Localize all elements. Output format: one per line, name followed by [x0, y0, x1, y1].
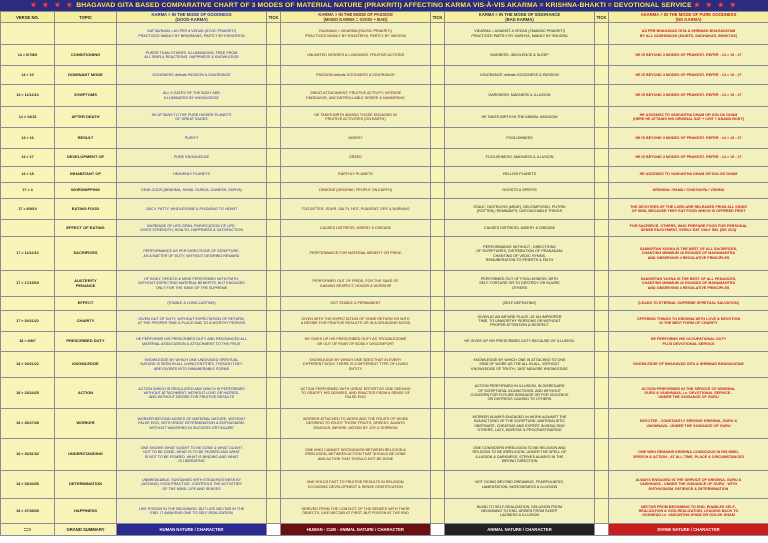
- tick-cell[interactable]: [431, 311, 445, 332]
- passion-cell: EARTHLY PLANETS: [281, 167, 431, 183]
- summary-passion: HUMAN - CUM - ANIMAL NATURE / CHARACTER: [281, 524, 431, 536]
- goodness-cell: HE PERFORMS HIS PRESCRIBED DUTY AND RENOUNCES ALL MATERIAL ASSOCIATION & ATTACHMENT TO THE FRUIT: [117, 332, 267, 352]
- passion-cell: MISERY: [281, 128, 431, 149]
- topic-cell: EFFECT OF EATING: [55, 220, 117, 237]
- topic-cell: HAPPINESS: [55, 499, 117, 524]
- tick-cell[interactable]: [431, 128, 445, 149]
- goodness-cell: GOODNESS defeats PASSION & IGNORANCE: [117, 66, 267, 85]
- tick-cell[interactable]: [431, 271, 445, 297]
- tick-cell[interactable]: [595, 378, 609, 409]
- goodness-cell: PERFORMANCE AS PER DIRECTIONS OF SCRIPTURE, AS A MATTER OF DUTY, WITHOUT DESIRING REWARD: [117, 237, 267, 271]
- verse-cell: 17 > 8/9/10: [1, 199, 55, 220]
- akarma-cell: FOR SACRIFICE. OTHERS, WHO PREPARE FOOD FOR PERSONAL SENSE ENJOYMENT, VERILY EAT ONLY SIN. (BG 3/13): [609, 220, 768, 237]
- verse-cell: 18 > 33/34/35: [1, 471, 55, 499]
- tick-cell[interactable]: [267, 297, 281, 311]
- akarma-cell: HE IS BEYOND 3 MODES OF PRAKRITI. REFER : 14 > 19 - 27: [609, 66, 768, 85]
- tick-cell[interactable]: [431, 45, 445, 66]
- tick-cell[interactable]: [267, 45, 281, 66]
- topic-cell: SACRIFICES: [55, 237, 117, 271]
- ignorance-cell: ONE CONSIDERS IRRELIGION TO BE RELIGION AND RELIGION TO BE IRRELIGION, UNDER THE SPELL OF ILLUSION & DARKNESS, STRIVES ALWAYS IN THE WRONG DIRECTION: [445, 439, 595, 471]
- ignorance-cell: DARKNESS, MADNESS & ILLUSION: [445, 85, 595, 107]
- akarma-cell: HE ASCENDS TO VAIKUNTHA DHAM OR GOLOK DHAM (HERE HE ATTAINS HIS ORIGINAL SAT + CHIT + ANAND BODY): [609, 107, 768, 128]
- goodness-cell: (STABLE & LONG-LASTING): [117, 297, 267, 311]
- verse-cell: 14 > 17: [1, 149, 55, 167]
- tick-cell[interactable]: [595, 499, 609, 524]
- topic-cell: CONDITIONING: [55, 45, 117, 66]
- goodness-cell: HEAVENLY PLANETS: [117, 167, 267, 183]
- tick-cell[interactable]: [267, 149, 281, 167]
- tick-cell[interactable]: [595, 352, 609, 378]
- table-row: [1, 352, 768, 378]
- goodness-cell: PURE KNOWLEDGE: [117, 149, 267, 167]
- akarma-cell: HE IS BEYOND 3 MODES OF PRAKRITI. REFER : 14 > 19 - 27: [609, 149, 768, 167]
- ignorance-cell: FOOLISHNESS, MADNESS & ILLUSION: [445, 149, 595, 167]
- tick-cell[interactable]: [595, 471, 609, 499]
- tick-cell[interactable]: [431, 107, 445, 128]
- passion-cell: PERFORMANCE FOR MATERIAL BENEFIT OR PRIDE: [281, 237, 431, 271]
- topic-cell: DEVELOPMENT OF: [55, 149, 117, 167]
- passion-cell: WORKER ATTACHED TO WORK AND THE FRUITS OF WORK DESIRING TO ENJOY THOSE FRUITS, GREEDY, ALWAYS ENVIOUS, IMPURE, MOVED BY JOY & SORROW: [281, 409, 431, 439]
- header-verse: VERSE NO.: [1, 12, 55, 23]
- ignorance-cell: GHOSTS & SPIRITS: [445, 183, 595, 199]
- verse-cell: 14 > 18: [1, 167, 55, 183]
- ignorance-cell: PERFORMANCE WITHOUT : DIRECTIONS OF SCRIPTURES, DISTRIBUTION OF PRASADAM, CHANTING OF VEDIC HYMNS, REMUNERATION TO PRIESTS & FAITH: [445, 237, 595, 271]
- tick-cell[interactable]: [595, 297, 609, 311]
- topic-cell: CHARITY: [55, 311, 117, 332]
- tick-cell[interactable]: [267, 311, 281, 332]
- table-row: [1, 167, 768, 183]
- topic-cell: UNDERSTANDING: [55, 439, 117, 471]
- stars-left: ★ ★ ★ ★: [30, 2, 75, 9]
- passion-cell: DERIVED FROM THE CONTACT OF THE SENSES WITH THEIR OBJECTS. LIKE NECTAR AT FIRST, BUT POISON AT THE END: [281, 499, 431, 524]
- topic-cell: AUSTERITY PENANCE: [55, 271, 117, 297]
- header-passion: KARMA > IN THE MODE OF PASSION (MIXED KARMA = GOOD + BAD): [281, 12, 431, 23]
- goodness-cell: WORKER BEYOND MODES OF MATERIAL NATURE, WITHOUT FALSE EGO, WITH GREAT DETERMINATION & ENTHUSIASM, WITHOUT WAVERING IN SUCCESS OR FAILURE: [117, 409, 267, 439]
- akarma-cell: ACTION PERFORMED IN THE SERVICE OF KRISHNA, GURU & VAISHNAVA, i.e. DEVOTIONAL SERVICE - UNDER THE GUIDANCE OF GURU: [609, 378, 768, 409]
- tick-cell[interactable]: [267, 378, 281, 409]
- topic-cell: DOMINANT MODE: [55, 66, 117, 85]
- header-topic: TOPIC: [55, 12, 117, 23]
- tick-cell[interactable]: [595, 23, 609, 45]
- tick-cell[interactable]: [595, 183, 609, 199]
- table-row: [1, 332, 768, 352]
- tick-cell[interactable]: [595, 85, 609, 107]
- topic-cell: SYMPTOMS: [55, 85, 117, 107]
- summary-akarma: DIVINE NATURE / CHARACTER: [609, 524, 768, 536]
- table-row: [1, 66, 768, 85]
- tick-cell[interactable]: [595, 45, 609, 66]
- tick-cell[interactable]: [267, 409, 281, 439]
- tick-cell[interactable]: [267, 66, 281, 85]
- tick-cell[interactable]: [267, 128, 281, 149]
- ignorance-cell: IGNORANCE defeats GOODNESS & PASSION: [445, 66, 595, 85]
- header-tick: TICK: [595, 12, 609, 23]
- goodness-cell: HE ATTAINS TO THE PURE HIGHER PLANETS OF GREAT SAGES: [117, 107, 267, 128]
- tick-cell[interactable]: [431, 297, 445, 311]
- passion-cell: ACTION PERFORMED WITH GREAT EFFORT BY ONE SEEKING TO GRATIFY HIS DESIRES, AND ENACTED FROM A SENSE OF FALSE EGO: [281, 378, 431, 409]
- verse-cell: 18 > 9/8/7: [1, 332, 55, 352]
- table-row: [1, 45, 768, 66]
- passion-cell: CAUSES DISTRESS, MISERY & DISEASE: [281, 220, 431, 237]
- passion-cell: RAJASAM = VIKARMA (RAJSIC PRAKRITI) PRACTICED MAINLY BY KSHATRIYA, PARTLY BY VAISHYA: [281, 23, 431, 45]
- verse-cell: 17 > 4: [1, 183, 55, 199]
- goodness-cell: GIVEN OUT OF DUTY, WITHOUT EXPECTATION OF RETURN, AT THE PROPER TIME & PLACE AND TO A WORTHY PERSON: [117, 311, 267, 332]
- tick-cell[interactable]: [431, 471, 445, 499]
- tick-cell[interactable]: [595, 439, 609, 471]
- table-row: [1, 237, 768, 271]
- ignorance-cell: ACTION PERFORMED IN ILLUSION, IN DISREGARD OF SCRIPTURAL INJUNCTIONS, AND WITHOUT CONCERN FOR FUTURE BONDAGE OR FOR VIOLENCE OR DISTRESS CAUSED TO OTHERS: [445, 378, 595, 409]
- summary-row: [1, 524, 768, 536]
- tick-cell[interactable]: [595, 311, 609, 332]
- table-row: [1, 271, 768, 297]
- akarma-cell: KRISHNA / RAMA / CHAITANYA / VISHNU: [609, 183, 768, 199]
- header-row: [1, 12, 768, 23]
- passion-cell: UNLIMITED DESIRES & LONGINGS, FRUITIVE ACTIONS: [281, 45, 431, 66]
- table-row: [1, 378, 768, 409]
- tick-cell[interactable]: [595, 167, 609, 183]
- tick-cell[interactable]: [431, 352, 445, 378]
- goodness-cell: DEMI-GODS (BRAHMA, SHIVA, DURGA, GANESH, SURYA): [117, 183, 267, 199]
- tick-cell[interactable]: [267, 85, 281, 107]
- ignorance-cell: BLIND TO SELF-REALIZATION. DELUSION FROM BEGINNING TO END. ARISES FROM SLEEP, LAZINESS & ILLUSION: [445, 499, 595, 524]
- passion-cell: PERFORMED OUT OF PRIDE, FOR THE SAKE OF GAINING RESPECT, HONOR & WORSHIP: [281, 271, 431, 297]
- goodness-cell: INCREASE OF LIFE-SPAN, PURIFICATION OF LIFE, GIVES STRENGTH, HEALTH, HAPPINESS & SATISFACTION: [117, 220, 267, 237]
- summary-arrow: ==>: [1, 524, 55, 536]
- akarma-cell: (LEADS TO ETERNAL SUPREME SPIRITUAL SALVATION): [609, 297, 768, 311]
- table-row: [1, 149, 768, 167]
- goodness-cell: OF BODY, SPEECH & MIND PERFORMED WITH FAITH, WITHOUT EXPECTING MATERIAL BENEFITS, BUT ENGAGED ONLY FOR THE SAKE OF THE SUPREME: [117, 271, 267, 297]
- passion-cell: HE GIVES UP HIS PRESCRIBED DUTY AS TROUBLESOME OR OUT OF FEAR OF BODILY DISCOMFORT: [281, 332, 431, 352]
- tick-cell[interactable]: [595, 66, 609, 85]
- goodness-cell: SATTAVIKAM = AS PER A VEDAS (ATVIC PRAKRITI) PRACTICED MAINLY BY BRAHMANS, PARTLY BY KSHATRIYA: [117, 23, 267, 45]
- topic-cell: WORKER: [55, 409, 117, 439]
- table-row: [1, 439, 768, 471]
- table-row: [1, 499, 768, 524]
- verse-cell: 14 > 14/15: [1, 107, 55, 128]
- goodness-cell: KNOWLEDGE BY WHICH ONE UNDIVIDED SPIRITUAL NATURE IS SEEN IN ALL LIVING ENTITIES, THOUGH THEY ARE DIVIDED INTO INNUMERABLE FORMS: [117, 352, 267, 378]
- akarma-cell: DEVOTEE - CONSTANTLY SERVING KRISHNA, GURU & VAISHNAVA - UNDER THE GUIDANCE OF GURU: [609, 409, 768, 439]
- tick-cell[interactable]: [595, 107, 609, 128]
- tick-cell[interactable]: [431, 23, 445, 45]
- goodness-cell: ACTION WHICH IS REGULATED AND WHICH IS PERFORMED WITHOUT ATTACHMENT, WITHOUT LOVE OR HATRED, AND WITHOUT DESIRE FOR FRUITIVE RESULTS: [117, 378, 267, 409]
- ignorance-cell: CAUSES DISTRESS, MISERY & DISEASE: [445, 220, 595, 237]
- akarma-cell: OFFERING THINGS TO KRISHNA WITH LOVE & DEVOTION IS THE BEST FORM OF CHARITY: [609, 311, 768, 332]
- topic-cell: PRESCRIBED DUTY: [55, 332, 117, 352]
- topic-cell: EATING FOOD: [55, 199, 117, 220]
- akarma-cell: KNOWLEDGE OF BHAGAVAD GITA & SHRIMAD BHAGAVATAM: [609, 352, 768, 378]
- goodness-cell: ALL 9 GATES OF THE BODY ARE ILLUMINATED BY KNOWLEDGE: [117, 85, 267, 107]
- verse-cell: 14 > 16: [1, 128, 55, 149]
- akarma-cell: THE DEVOTEES OF THE LORD ARE RELEASED FROM ALL KINDS OF SINS, BECAUSE THEY EAT FOOD WHICH IS OFFERED FIRST: [609, 199, 768, 220]
- tick-cell[interactable]: [431, 85, 445, 107]
- topic-cell: INHABITANT OF: [55, 167, 117, 183]
- summary-goodness: HUMAN NATURE / CHARACTER: [117, 524, 267, 536]
- passion-cell: ONE WHO CANNOT DISTINGUISH BETWEEN RELIGION & IRRELIGION, BETWEEN ACTION THAT SHOULD BE DONE AND ACTION THAT SHOULD NOT BE DONE: [281, 439, 431, 471]
- verse-cell: 17 > 20/21/22: [1, 311, 55, 332]
- akarma-cell: HE IS BEYOND 3 MODES OF PRAKRITI. REFER : 14 > 19 - 27: [609, 128, 768, 149]
- ignorance-cell: NOT GOING BEYOND DREAMING, FEARFULNESS, LAMENTATION, MOROSENESS & ILLUSION: [445, 471, 595, 499]
- topic-cell: EFFECT: [55, 297, 117, 311]
- table-row: [1, 128, 768, 149]
- tick-cell[interactable]: [267, 439, 281, 471]
- passion-cell: PASSION defeats GOODNESS & IGNORANCE: [281, 66, 431, 85]
- passion-cell: GREED: [281, 149, 431, 167]
- topic-cell: RESULT: [55, 128, 117, 149]
- tick-cell[interactable]: [431, 409, 445, 439]
- table-row: [1, 107, 768, 128]
- ignorance-cell: GIVEN AT AN IMPURE PLACE, AT AN IMPROPER TIME, TO UNWORTHY PERSONS OR WITHOUT PROPER ATTENTION & RESPECT: [445, 311, 595, 332]
- table-row: [1, 471, 768, 499]
- goodness-cell: PURER THAN OTHERS, ILLUMINATING, FREE FROM ALL SINFUL REACTIONS, HAPPINESS & KNOWLEDGE: [117, 45, 267, 66]
- passion-cell: GREAT ATTACHMENT, FRUITIVE ACTIVITY, INTENSE ENDEAVOR, UNCONTROLLABLE DESIRE & HANKERING: [281, 85, 431, 107]
- verse-cell: 17 > 17/18/19: [1, 271, 55, 297]
- tick-cell[interactable]: [431, 149, 445, 167]
- verse-cell: [1, 297, 55, 311]
- ignorance-cell: MADNESS, INDOLENCE & SLEEP: [445, 45, 595, 66]
- akarma-cell: HE IS BEYOND 3 MODES OF PRAKRITI. REFER : 14 > 19 - 27: [609, 85, 768, 107]
- tick-cell[interactable]: [595, 237, 609, 271]
- summary-label: GRAND SUMMARY: [55, 524, 117, 536]
- tick-cell[interactable]: [267, 167, 281, 183]
- passion-cell: TOO BITTER, SOUR, SALTY, HOT, PUNGENT, DRY & BURNING: [281, 199, 431, 220]
- tick-cell[interactable]: [267, 183, 281, 199]
- tick-cell[interactable]: [431, 183, 445, 199]
- akarma-cell: NECTAR FROM BEGINNING TO END, ENABLES SELF- REALIZATION & GOD-REALIZATION, LEADING BACK TO GODHEAD i.e. VAIKUNTHA DHAM OR GOLOK DHAM: [609, 499, 768, 524]
- akarma-cell: HE ASCENDS TO VAIKUNTHA DHAM OR GOLOK DHAM: [609, 167, 768, 183]
- akarma-cell: AS PER BHAGAVAD GITA & SHRIMAD BHAGAVATAM BY ALL VAISHNAVAS (SAINTS, SADHAKAS, BHAKTAS): [609, 23, 768, 45]
- topic-cell: WORSHIPPING: [55, 183, 117, 199]
- ignorance-cell: KNOWLEDGE BY WHICH ONE IS ATTACHED TO ONE KIND OF WORK AS THE ALL IN ALL, WITHOUT KNOWLEDGE OF TRUTH, JUST MEAGRE KNOWLEDGE: [445, 352, 595, 378]
- tick-cell[interactable]: [595, 332, 609, 352]
- tick-cell[interactable]: [267, 23, 281, 45]
- tick-cell[interactable]: [431, 237, 445, 271]
- tick-cell[interactable]: [267, 220, 281, 237]
- tick-cell[interactable]: [595, 271, 609, 297]
- verse-cell: 18 > 30/31/32: [1, 439, 55, 471]
- akarma-cell: HE PERFORMS HIS OCCUPATIONAL DUTY PLUS DEVOTIONAL SERVICE: [609, 332, 768, 352]
- akarma-cell: ONE WHO REMAINS KRISHNA-CONSCIOUS IN HIS MIND, SPEECH & ACTION - AT ALL TIME, PLACE & CIRCUMSTANCES: [609, 439, 768, 471]
- tick-cell[interactable]: [267, 352, 281, 378]
- page-title-bar: [0, 0, 768, 11]
- tick-cell[interactable]: [431, 524, 445, 536]
- topic-cell: DETERMINATION: [55, 471, 117, 499]
- verse-cell: 14 > 10: [1, 66, 55, 85]
- verse-cell: [1, 23, 55, 45]
- passion-cell: GIVEN WITH THE EXPECTATION OF SOME RETURN OR WITH A DESIRE FOR FRUITIVE RESULTS OR IN A GRUDGING MOOD: [281, 311, 431, 332]
- header-ignorance: KARMA > IN THE MODE OF IGNORANCE (BAD KARMA): [445, 12, 595, 23]
- passion-cell: NOT STABLE & PERMANENT: [281, 297, 431, 311]
- verse-cell: [1, 220, 55, 237]
- tick-cell[interactable]: [431, 332, 445, 352]
- ignorance-cell: (SELF-DEFEATING): [445, 297, 595, 311]
- tick-cell[interactable]: [595, 409, 609, 439]
- topic-cell: [55, 23, 117, 45]
- stars-right: ★ ★ ★ ★: [693, 2, 738, 9]
- tick-cell[interactable]: [267, 524, 281, 536]
- goodness-cell: JUICY, FATTY, WHOLESOME & PLEASING TO HEART: [117, 199, 267, 220]
- tick-cell[interactable]: [431, 220, 445, 237]
- ignorance-cell: PERFORMED OUT OF FOOLISHNESS, WITH SELF-TORTURE OR TO DESTROY OR INJURE OTHERS: [445, 271, 595, 297]
- comparison-table: [0, 11, 768, 536]
- tick-cell[interactable]: [267, 237, 281, 271]
- table-row: [1, 85, 768, 107]
- table-row: [1, 220, 768, 237]
- tick-cell[interactable]: [595, 128, 609, 149]
- passion-cell: DEMONS (DEMONIC PEOPLE ON EARTH): [281, 183, 431, 199]
- tick-cell[interactable]: [267, 271, 281, 297]
- ignorance-cell: HE GIVES UP HIS PRESCRIBED DUTY BECAUSE OF ILLUSION.: [445, 332, 595, 352]
- header-tick: TICK: [267, 12, 281, 23]
- ignorance-cell: FOOLISHNESS: [445, 128, 595, 149]
- akarma-cell: HE IS BEYOND 3 MODES OF PRAKRITI. REFER : 14 > 19 - 27: [609, 45, 768, 66]
- tick-cell[interactable]: [431, 439, 445, 471]
- tick-cell[interactable]: [595, 149, 609, 167]
- table-row: [1, 23, 768, 45]
- tick-cell[interactable]: [431, 167, 445, 183]
- ignorance-cell: VIKARMA = AGAINST A VEDAS (TAMASIC PRAKRITI) PRACTICED PARTLY BY VAISHYA, MAINLY BY SHUDRA: [445, 23, 595, 45]
- verse-cell: 18 > 26/27/28: [1, 409, 55, 439]
- goodness-cell: LIKE POISON IN THE BEGINNING, BUT LIKE NECTAR IN THE END. IT AWAKENS ONE TO SELF-REALIZATION: [117, 499, 267, 524]
- verse-cell: 14 > 11/12/13: [1, 85, 55, 107]
- tick-cell[interactable]: [431, 499, 445, 524]
- passion-cell: ONE HOLDS FAST TO FRUITIVE RESULTS IN RELIGION, ECONOMIC DEVELOPMENT & SENSE GRATIFICATION: [281, 471, 431, 499]
- summary-ignorance: ANIMAL NATURE / CHARACTER: [445, 524, 595, 536]
- topic-cell: AFTER DEATH: [55, 107, 117, 128]
- tick-cell[interactable]: [431, 199, 445, 220]
- table-row: [1, 311, 768, 332]
- ignorance-cell: STALE, TASTELESS (MEAT), DECOMPOSED, PUTRID (ROTTEN), REMNANTS, UNTOUCHABLE THINGS: [445, 199, 595, 220]
- ignorance-cell: HE TAKES BIRTH IN THE ANIMAL KINGDOM: [445, 107, 595, 128]
- verse-cell: 18 > 37/38/39: [1, 499, 55, 524]
- tick-cell[interactable]: [431, 378, 445, 409]
- ignorance-cell: WORKER ALWAYS ENGAGED IN WORK AGAINST THE INJUNCTIONS OF THE SCRIPTURE, MATERIALISTIC OBSTINATE, CHEATING AND EXPERT IN INSULTING OTHERS, LAZY, MOROSE & PROCRASTINATING: [445, 409, 595, 439]
- verse-cell: 18 > 20/21/22: [1, 352, 55, 378]
- topic-cell: ACTION: [55, 378, 117, 409]
- akarma-cell: ALWAYS ENGAGED IN THE SERVICE OF KRISHNA, GURU & VAISHNAVA - UNDER THE GUIDANCE OF GURU - WITH ENTHUSIASM, PATIENCE & DETERMINATION: [609, 471, 768, 499]
- table-row: [1, 183, 768, 199]
- tick-cell[interactable]: [267, 499, 281, 524]
- tick-cell[interactable]: [595, 199, 609, 220]
- akarma-cell: SANKIRTAN YAGNA IS THE BEST OF ALL SACRIFICES, CHANTING MINIMUM 16 ROUNDS OF MAHAMANTRA AND OBSERVING 4 REGULATIVE PRINCIPLES: [609, 237, 768, 271]
- tick-cell[interactable]: [267, 199, 281, 220]
- page-title: BHAGAVAD GITA BASED COMPARATIVE CHART OF 3 MODES OF MATERIAL NATURE (PRAKRITI) AFFECTING KARMA VIS-À-VIS AKARMA = KRISHNA-BHAKTI = DEVOTIONAL SERVICE: [76, 2, 692, 9]
- goodness-cell: PURITY: [117, 128, 267, 149]
- verse-cell: 14 > 6/7/8/9: [1, 45, 55, 66]
- ignorance-cell: HELLISH PLANETS: [445, 167, 595, 183]
- table-row: [1, 409, 768, 439]
- tick-cell[interactable]: [595, 220, 609, 237]
- verse-cell: 18 > 23/24/25: [1, 378, 55, 409]
- verse-cell: 17 > 11/12/13: [1, 237, 55, 271]
- header-goodness: KARMA > IN THE MODE OF GOODNESS (GOOD KARMA): [117, 12, 267, 23]
- table-row: [1, 199, 768, 220]
- tick-cell[interactable]: [267, 332, 281, 352]
- goodness-cell: ONE KNOWS WHAT OUGHT TO BE DONE & WHAT OUGHT NOT TO BE DONE, WHAT IS TO BE FEARED AND WHAT IS NOT TO BE FEARED, WHAT IS BINDING AND WHAT IS LIBERATING: [117, 439, 267, 471]
- passion-cell: KNOWLEDGE BY WHICH ONE SEES THAT IN EVERY DIFFERENT BODY, THERE IS A DIFFERENT TYPE OF LIVING ENTITY: [281, 352, 431, 378]
- tick-cell[interactable]: [595, 524, 609, 536]
- tick-cell[interactable]: [267, 471, 281, 499]
- topic-cell: KNOWLEDGE: [55, 352, 117, 378]
- header-tick: TICK: [431, 12, 445, 23]
- goodness-cell: UNBREAKABLE, SUSTAINED WITH STEADFASTNESS BY (ASTANG) YOGA PRACTICE, CONTROLS THE ACTIVITIES OF THE MIND, LIFE AND SENSES: [117, 471, 267, 499]
- passion-cell: HE TAKES BIRTH AMONG THOSE ENGAGED IN FRUITIVE ACTIVITIES (ON EARTH): [281, 107, 431, 128]
- tick-cell[interactable]: [431, 66, 445, 85]
- akarma-cell: SANKIRTAN YAGNA IS THE BEST OF ALL PENANCES, CHANTING MINIMUM 16 ROUNDS OF MAHAMANTRA AND OBSERVING 4 REGULATIVE PRINCIPLES: [609, 271, 768, 297]
- table-row: [1, 297, 768, 311]
- header-akarma: AKARMA > IN THE MODE OF PURE GOODNESS (NO KARMA): [609, 12, 768, 23]
- tick-cell[interactable]: [267, 107, 281, 128]
